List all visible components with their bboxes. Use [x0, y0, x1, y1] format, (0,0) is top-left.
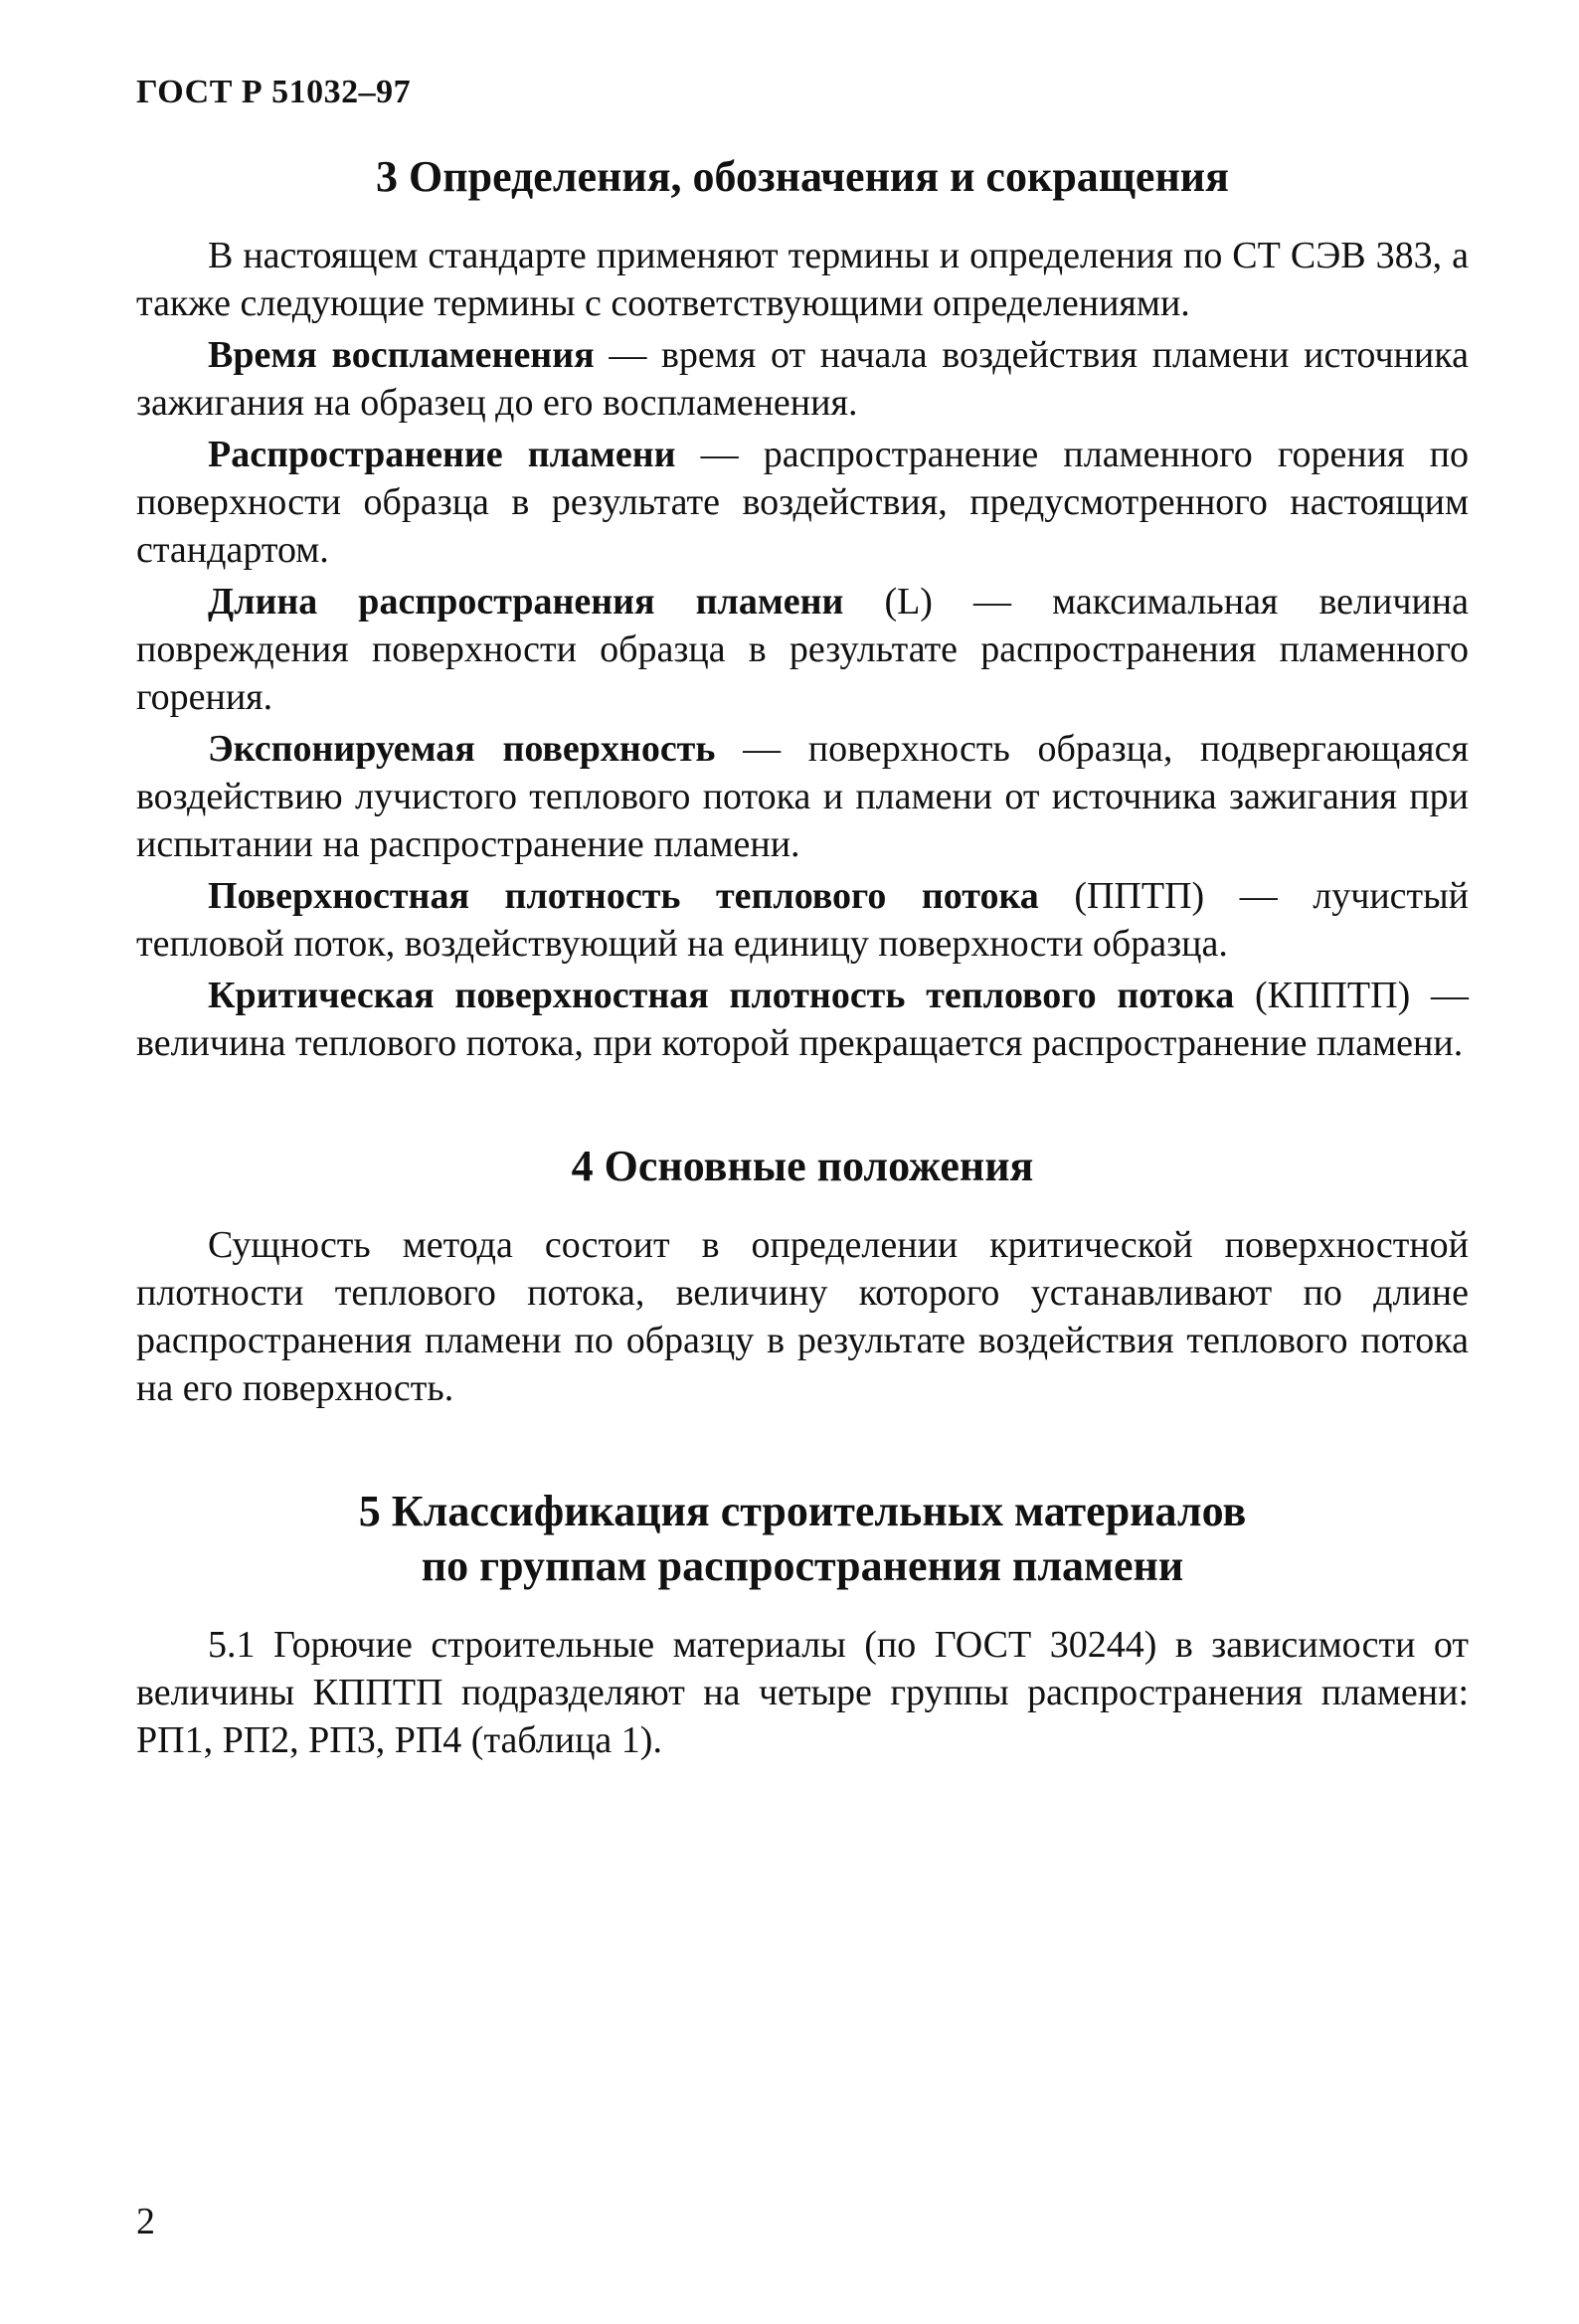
- document-code: ГОСТ Р 51032–97: [136, 74, 412, 110]
- definition-term: Экспонируемая поверхность: [208, 728, 716, 770]
- definition-text: (КППТП) — величина теплового потока, при которой прекращается распространение пламени.: [136, 975, 1469, 1064]
- definition-text: — распространение пламенного горения по поверхности образца в результате воздействия, предусмотренного настоящим стандартом.: [136, 434, 1469, 571]
- section-4-title: 4 Основные положения: [571, 1142, 1034, 1190]
- section-5-paragraph: 5.1 Горючие строительные материалы (по ГОСТ 30244) в зависимости от величины КППТП подразделяют на четыре группы распространения пламени: РП1, РП2, РП3, РП4 (таблица 1).: [136, 1624, 1469, 1761]
- section-3: [136, 149, 1469, 1067]
- definition-text: — время от начала воздействия пламени источника зажигания на образец до его воспламенения.: [136, 334, 1469, 424]
- definition-heat-flux-density: [136, 872, 1469, 968]
- section-5-body: [136, 1621, 1469, 1764]
- definition-term: Время воспламенения: [208, 334, 595, 376]
- definition-term: Поверхностная плотность теплового потока: [208, 875, 1039, 917]
- section-4-paragraph: Сущность метода состоит в определении критической поверхностной плотности теплового потока, величину которого устанавливают по длине распространения пламени по образцу в результате воздействия теплового потока на его поверхность.: [136, 1224, 1469, 1409]
- definition-text: — поверхность образца, подвергающаяся воздействию лучистого теплового потока и пламени от источника зажигания при испытании на распространение пламени.: [136, 728, 1470, 865]
- definition-term: Распространение пламени: [208, 434, 676, 475]
- page-content: [136, 149, 1469, 1764]
- definition-exposed-surface: [136, 725, 1469, 868]
- definition-text: (L) — максимальная величина повреждения поверхности образца в результате распространения пламенного горения.: [136, 581, 1469, 718]
- definition-text: (ППТП) — лучистый тепловой поток, воздействующий на единицу поверхности образца.: [136, 875, 1469, 965]
- definition-ignition-time: [136, 331, 1469, 427]
- definition-critical-heat-flux-density: [136, 972, 1469, 1067]
- definition-flame-spread: [136, 431, 1469, 574]
- section-3-title: 3 Определения, обозначения и сокращения: [376, 152, 1229, 201]
- section-5-title-line-2: по группам распространения пламени: [421, 1541, 1184, 1590]
- page-number: 2: [136, 2201, 155, 2242]
- section-3-intro: В настоящем стандарте применяют термины и определения по СТ СЭВ 383, а также следующие термины с соответствующими определениями.: [136, 235, 1469, 324]
- section-4-body: [136, 1221, 1469, 1412]
- section-3-body: [136, 232, 1469, 1067]
- definition-flame-spread-length: [136, 578, 1469, 721]
- section-5-title: [136, 1484, 1469, 1593]
- section-5-title-line-1: 5 Классификация строительных материалов: [358, 1487, 1247, 1535]
- section-4: [136, 1139, 1469, 1412]
- definition-term: Критическая поверхностная плотность теплового потока: [208, 975, 1235, 1016]
- section-5: [136, 1484, 1469, 1764]
- definition-term: Длина распространения пламени: [208, 581, 844, 623]
